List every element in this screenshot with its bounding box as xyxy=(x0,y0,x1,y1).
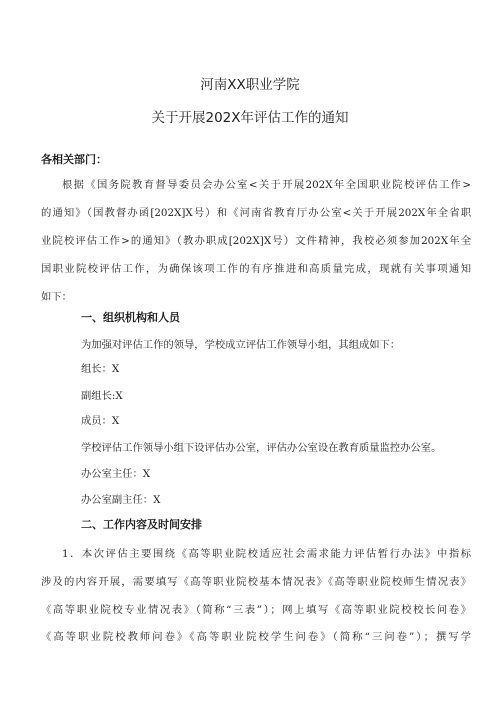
salutation: 各相关部门： xyxy=(41,153,107,166)
office-director-text: 办公室主任：X xyxy=(81,468,151,480)
intro-paragraph-line: 业院校评估工作>的通知》（教办职成[202X]X号）文件精神，我校必须参加202X年全 xyxy=(41,235,471,247)
group-leader-text: 组长：X xyxy=(81,363,120,375)
office-deputy-director-text: 办公室副主任：X xyxy=(81,494,161,506)
work-content-line: 《高等职业院校教师问卷》《高等职业院校学生问卷》（简称“三问卷”）；撰写学 xyxy=(41,631,471,643)
members-text: 成员：X xyxy=(81,415,120,427)
work-content-line: 涉及的内容开展，需要填写《高等职业院校基本情况表》《高等职业院校师生情况表》 xyxy=(41,576,471,588)
section-heading-organization: 一、组织机构和人员 xyxy=(81,311,180,324)
work-content-line: 《高等职业院校专业情况表》（简称“三表”）；网上填写《高等职业院校校长问卷》 xyxy=(41,604,471,616)
organization-lead-text: 为加强对评估工作的领导，学校成立评估工作领导小组，其组成如下： xyxy=(81,339,401,351)
document-title-school: 河南XX职业学院 xyxy=(200,77,300,93)
intro-paragraph-line: 的通知》（国教督办函[202X]X号）和《河南省教育厅办公室<关于开展202X年全省职 xyxy=(41,207,471,219)
section-heading-work-content: 二、工作内容及时间安排 xyxy=(81,518,202,531)
work-content-line: 1．本次评估主要围绕《高等职业院校适应社会需求能力评估暂行办法》中指标 xyxy=(62,548,471,560)
intro-paragraph-line: 根据《国务院教育督导委员会办公室<关于开展202X年全国职业院校评估工作> xyxy=(62,179,471,191)
deputy-leader-text: 副组长:X xyxy=(81,390,123,402)
intro-paragraph-line: 如下： xyxy=(41,291,72,303)
intro-paragraph-line: 国职业院校评估工作，为确保该项工作的有序推进和高质量完成，现就有关事项通知 xyxy=(41,263,471,275)
document-title-subject: 关于开展202X年评估工作的通知 xyxy=(151,110,349,126)
evaluation-office-note: 学校评估工作领导小组下设评估办公室，评估办公室设在教育质量监控办公室。 xyxy=(81,442,442,454)
